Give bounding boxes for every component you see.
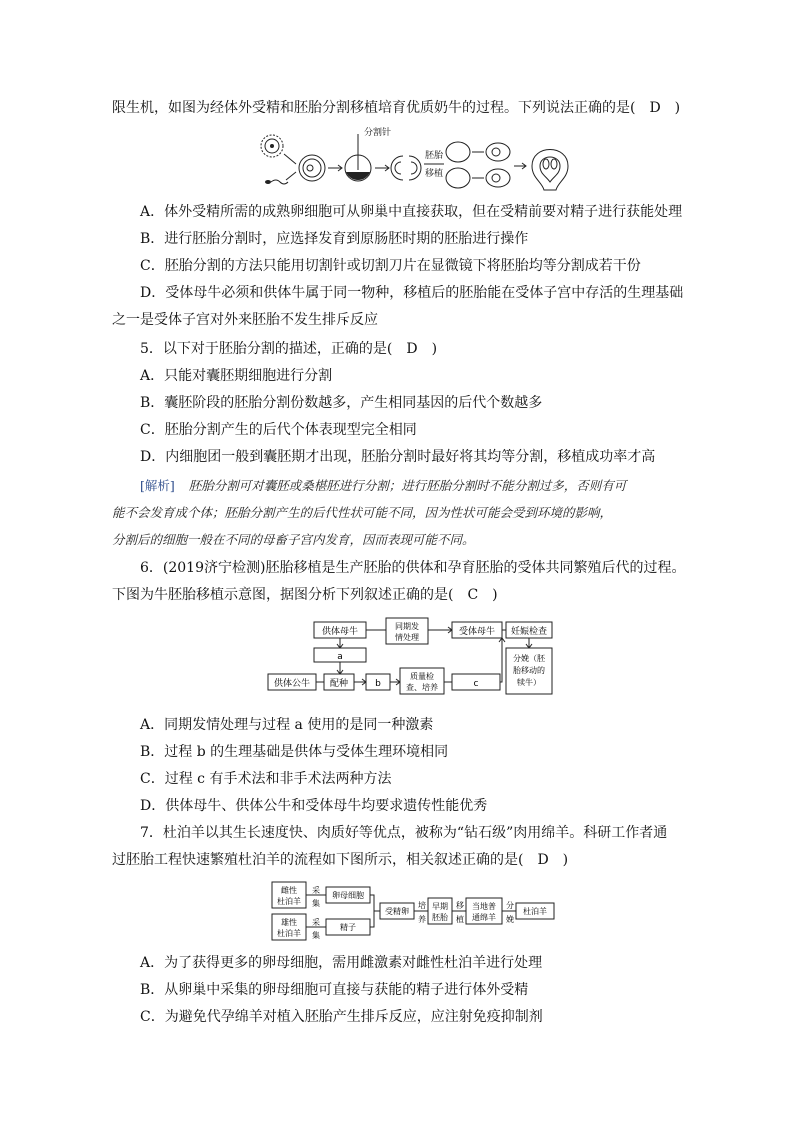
svg-text:早期: 早期 [432, 902, 448, 911]
svg-text:当地普: 当地普 [472, 902, 496, 911]
q5-explanation-line-1: [解析] 胚胎分割可对囊胚或桑椹胚进行分割；进行胚胎分割时不能分割过多，否则有可 [140, 478, 627, 493]
svg-text:培: 培 [418, 901, 426, 910]
svg-text:养: 养 [418, 915, 426, 924]
oocyte-icon [261, 135, 283, 157]
svg-text:采: 采 [312, 886, 320, 895]
embryo-splitting-figure [258, 126, 576, 192]
svg-text:b: b [375, 679, 381, 689]
svg-text:犊牛）: 犊牛） [517, 678, 541, 687]
arrow-oocyte [284, 154, 296, 164]
svg-text:配种: 配种 [329, 679, 349, 689]
svg-text:胚胎: 胚胎 [432, 913, 448, 922]
svg-text:杜泊羊: 杜泊羊 [277, 929, 301, 938]
q5-explanation-line-2: 能不会发育成个体；胚胎分割产生的后代性状可能不同，因为性状可能会受到环境的影响， [112, 505, 613, 520]
svg-text:移: 移 [456, 901, 464, 910]
q5-option-c: C．胚胎分割产生的后代个体表现型完全相同 [140, 422, 417, 438]
uterus-icon [532, 150, 568, 191]
question-6-stem-cont: 下图为牛胚胎移植示意图，据图分析下列叙述正确的是( C ) [112, 587, 498, 603]
q4-option-c: C．胚胎分割的方法只能用切割针或切割刀片在显微镜下将胚胎均等分割成若干份 [140, 258, 641, 274]
question-7-stem: 7．杜泊羊以其生长速度快、肉质好等优点，被称为“钻石级”肉用绵羊。科研工作者通 [140, 825, 668, 841]
question-7-stem-cont: 过胚胎工程快速繁殖杜泊羊的流程如下图所示，相关叙述正确的是( D ) [112, 852, 569, 868]
svg-text:集: 集 [312, 931, 320, 940]
svg-text:采: 采 [312, 918, 320, 927]
svg-text:a: a [337, 652, 343, 662]
svg-text:雄性: 雄性 [281, 918, 297, 927]
q7-option-a: A．为了获得更多的卵母细胞，需用雌激素对雌性杜泊羊进行处理 [140, 955, 543, 971]
q5-option-a: A．只能对囊胚期细胞进行分割 [140, 368, 333, 384]
svg-text:查、培养: 查、培养 [406, 683, 438, 692]
q7-option-c: C．为避免代孕绵羊对植入胚胎产生排斥反应，应注射免疫抑制剂 [140, 1009, 543, 1025]
arrow-sperm [286, 172, 296, 180]
svg-text:c: c [473, 679, 479, 689]
transfer-label-1: 胚胎 [425, 151, 444, 161]
svg-text:雌性: 雌性 [281, 886, 297, 895]
q4-option-b: B．进行胚胎分割时，应选择发育到原肠胚时期的胚胎进行操作 [140, 231, 529, 247]
q6-option-a: A．同期发情处理与过程 a 使用的是同一种激素 [140, 717, 434, 733]
dorper-sheep-flowchart [270, 880, 556, 942]
svg-text:质量检: 质量检 [410, 672, 434, 681]
zygote-icon [299, 155, 325, 181]
svg-text:分: 分 [506, 901, 514, 910]
recipients-icon [486, 143, 510, 187]
svg-text:供体公牛: 供体公牛 [273, 679, 311, 689]
q4-option-d-cont: 之一是受体子宫对外来胚胎不发生排斥反应 [112, 312, 378, 328]
explanation-tag: [解析] [140, 478, 175, 493]
q6-option-d: D．供体母牛、供体公牛和受体母牛均要求遗传性能优秀 [140, 798, 488, 814]
q5-option-d: D．内细胞团一般到囊胚期才出现，胚胎分割时最好将其均等分割，移植成功率才高 [140, 449, 656, 465]
q5-explanation-line-3: 分割后的细胞一般在不同的母畜子宫内发育，因而表现可能不同。 [112, 532, 475, 547]
q7-option-b: B．从卵巢中采集的卵母细胞可直接与获能的精子进行体外受精 [140, 982, 529, 998]
two-embryos-icon [446, 142, 470, 188]
q5-option-b: B．囊胚阶段的胚胎分割份数越多，产生相同基因的后代个数越多 [140, 395, 543, 411]
svg-text:植: 植 [456, 915, 464, 924]
svg-text:通绵羊: 通绵羊 [472, 913, 496, 922]
svg-text:集: 集 [312, 899, 320, 908]
question-5-stem: 5．以下对于胚胎分割的描述，正确的是( D ) [140, 341, 438, 357]
svg-text:受体母牛: 受体母牛 [458, 627, 496, 637]
sperm-icon [265, 180, 288, 184]
q6-option-c: C．过程 c 有手术法和非手术法两种方法 [140, 771, 392, 787]
svg-text:杜泊羊: 杜泊羊 [523, 907, 547, 916]
svg-text:情处理: 情处理 [395, 633, 419, 642]
svg-text:杜泊羊: 杜泊羊 [277, 897, 301, 906]
svg-text:妊娠检查: 妊娠检查 [510, 627, 548, 637]
svg-text:分娩（胚: 分娩（胚 [513, 654, 545, 663]
q4-option-d: D．受体母牛必须和供体牛属于同一物种，移植后的胚胎能在受体子宫中存活的生理基础 [140, 285, 684, 301]
svg-text:胎移动的: 胎移动的 [513, 666, 545, 675]
transfer-label-2: 移植 [425, 169, 444, 179]
question-6-stem: 6．(2019济宁检测)胚胎移植是生产胚胎的供体和孕育胚胎的受体共同繁殖后代的过程。 [140, 560, 686, 576]
blastocyst-icon [345, 134, 371, 181]
svg-text:卵母细胞: 卵母细胞 [332, 891, 364, 900]
svg-text:娩: 娩 [506, 915, 514, 924]
needle-label: 分割针 [364, 128, 392, 138]
svg-text:精子: 精子 [340, 923, 356, 932]
q4-option-a: A．体外受精所需的成熟卵细胞可从卵巢中直接获取，但在受精前要对精子进行获能处理 [140, 204, 683, 220]
split-embryo-icon [391, 156, 421, 180]
q6-option-b: B．过程 b 的生理基础是供体与受体生理环境相同 [140, 744, 449, 760]
svg-text:受精卵: 受精卵 [385, 907, 409, 916]
svg-text:供体母牛: 供体母牛 [321, 627, 359, 637]
question-4-stem-end: 限生机，如图为经体外受精和胚胎分割移植培育优质奶牛的过程。下列说法正确的是( D ) [112, 100, 681, 116]
svg-text:同期发: 同期发 [395, 622, 419, 631]
embryo-transfer-flowchart [266, 616, 554, 698]
